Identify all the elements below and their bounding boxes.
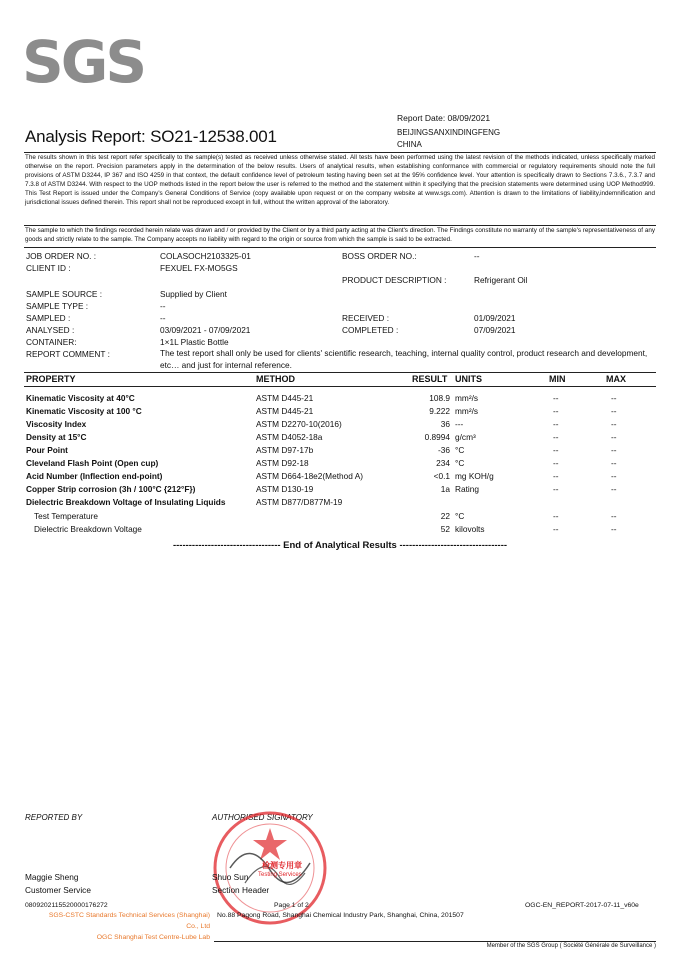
- report-title: Analysis Report: SO21-12538.001: [25, 127, 277, 146]
- container-label: CONTAINER:: [26, 337, 77, 347]
- cell-method: ASTM D97-17b: [256, 445, 314, 455]
- cell-property: Acid Number (Inflection end-point): [26, 471, 163, 481]
- sgs-logo: [22, 28, 145, 96]
- cell-min: --: [553, 524, 559, 534]
- cell-units: mm²/s: [455, 406, 479, 416]
- cell-method: ASTM D130-19: [256, 484, 314, 494]
- cell-property: Copper Strip corrosion (3h / 100°C {212°F}): [26, 484, 196, 494]
- header-result: RESULT: [412, 374, 448, 384]
- cell-units: ---: [455, 419, 464, 429]
- received-label: RECEIVED :: [342, 313, 390, 323]
- cell-max: --: [611, 419, 617, 429]
- product-desc-value: Refrigerant Oil: [474, 275, 528, 285]
- cell-result: 234: [436, 458, 450, 468]
- company-line-3: OGC Shanghai Test Centre-Lube Lab: [96, 934, 210, 941]
- cell-method: ASTM D445-21: [256, 393, 314, 403]
- header-divider: [24, 152, 656, 153]
- cell-units: kilovolts: [455, 524, 485, 534]
- table-row: [24, 496, 656, 509]
- sgs-member-note: Member of the SGS Group ( Société Générale de Surveillance ): [486, 943, 656, 949]
- cell-method: ASTM D4052-18a: [256, 432, 323, 442]
- table-row: [24, 418, 656, 431]
- cell-units: °C: [455, 445, 465, 455]
- table-row: [24, 510, 656, 523]
- sgs-logo-text: SGS: [22, 28, 145, 96]
- cell-max: --: [611, 432, 617, 442]
- client-name: BEIJINGSANXINDINGFENG: [397, 128, 501, 137]
- reporter-name: Maggie Sheng: [25, 872, 79, 882]
- table-row: [24, 483, 656, 496]
- cell-min: --: [553, 406, 559, 416]
- disclaimer-sample: The sample to which the findings recorded herein relate was drawn and / or provided by the Client or by a third party acting at the Client's direction. The Findings constitute no warranty of the sample's representativeness of any goods and strictly relate to the sample. The Company accepts no liability with regard to the origin or source from which the sample is said to be extracted.: [25, 227, 655, 243]
- analysed-value: 03/09/2021 - 07/09/2021: [160, 325, 251, 335]
- cell-result: 22: [440, 511, 450, 521]
- company-line-2: Co., Ltd: [186, 923, 210, 930]
- completed-value: 07/09/2021: [474, 325, 516, 335]
- signatory-title: Section Header: [212, 885, 270, 895]
- cell-method: ASTM D2270-10(2016): [256, 419, 342, 429]
- sampled-value: --: [160, 313, 166, 323]
- cell-method: ASTM D92-18: [256, 458, 309, 468]
- cell-property: Dielectric Breakdown Voltage: [34, 524, 142, 534]
- header-property: PROPERTY: [26, 374, 76, 384]
- cell-property: Density at 15°C: [26, 432, 87, 442]
- authorised-signatory-label: AUTHORISED SIGNATORY: [212, 813, 313, 822]
- container-value: 1×1L Plastic Bottle: [160, 337, 229, 347]
- seal-inner-text: Testing Services: [258, 872, 302, 878]
- analysed-label: ANALYSED :: [26, 325, 75, 335]
- cell-min: --: [553, 393, 559, 403]
- comment-value: The test report shall only be used for clients' scientific research, teaching, internal quality control, product research and development, etc… and just for internal reference.: [160, 348, 648, 370]
- cell-max: --: [611, 524, 617, 534]
- cell-min: --: [553, 419, 559, 429]
- cell-max: --: [611, 445, 617, 455]
- boss-order-label: BOSS ORDER NO.:: [342, 251, 417, 261]
- product-desc-label: PRODUCT DESCRIPTION :: [342, 275, 447, 285]
- table-header: [24, 373, 656, 387]
- header-min: MIN: [549, 374, 566, 384]
- document-id: 0809202115520000176272: [25, 902, 108, 909]
- cell-units: Rating: [455, 484, 479, 494]
- cell-units: °C: [455, 511, 465, 521]
- cell-property: Kinematic Viscosity at 100 °C: [26, 406, 142, 416]
- boss-order-value: --: [474, 251, 480, 261]
- report-date: Report Date: 08/09/2021: [397, 113, 491, 123]
- end-of-results: ---------------------------------- End of Analytical Results ----------------------------------: [172, 540, 508, 551]
- cell-max: --: [611, 484, 617, 494]
- cell-result: 9.222: [429, 406, 450, 416]
- cell-property: Cleveland Flash Point (Open cup): [26, 458, 159, 468]
- cell-property: Dielectric Breakdown Voltage of Insulating Liquids: [26, 497, 226, 507]
- cell-property: Pour Point: [26, 445, 68, 455]
- sample-source-value: Supplied by Client: [160, 289, 227, 299]
- table-row: [24, 431, 656, 444]
- cell-min: --: [553, 511, 559, 521]
- cell-max: --: [611, 471, 617, 481]
- comment-label: REPORT COMMENT :: [26, 349, 110, 359]
- cell-result: 108.9: [429, 393, 450, 403]
- cell-result: -36: [438, 445, 450, 455]
- cell-method: ASTM D445-21: [256, 406, 314, 416]
- seal-text: 检测专用章: [262, 861, 302, 870]
- table-row: [24, 470, 656, 483]
- info-top-divider: [24, 247, 656, 248]
- cell-min: --: [553, 458, 559, 468]
- cell-property: Kinematic Viscosity at 40°C: [26, 393, 135, 403]
- cell-units: g/cm³: [455, 432, 476, 442]
- completed-label: COMPLETED :: [342, 325, 399, 335]
- cell-max: --: [611, 511, 617, 521]
- client-id-value: FEXUEL FX-MO5GS: [160, 263, 238, 273]
- cell-max: --: [611, 393, 617, 403]
- cell-units: °C: [455, 458, 465, 468]
- job-order-value: COLASOCH2103325-01: [160, 251, 251, 261]
- signatory-name: Shuo Sun: [212, 872, 249, 882]
- table-row: [24, 457, 656, 470]
- cell-result: 1a: [440, 484, 450, 494]
- cell-min: --: [553, 484, 559, 494]
- table-row: [24, 405, 656, 418]
- cell-result: <0.1: [433, 471, 450, 481]
- cell-property: Test Temperature: [34, 511, 98, 521]
- cell-min: --: [553, 471, 559, 481]
- company-line-1: SGS-CSTC Standards Technical Services (Shanghai): [48, 912, 210, 919]
- header-method: METHOD: [256, 374, 295, 384]
- client-header: [397, 127, 500, 151]
- reporter-title: Customer Service: [25, 885, 91, 895]
- page-number: Page 1 of 2: [274, 902, 309, 909]
- cell-max: --: [611, 458, 617, 468]
- job-order-label: JOB ORDER NO. :: [26, 251, 97, 261]
- reported-by-label: REPORTED BY: [25, 813, 83, 822]
- table-row: [24, 392, 656, 405]
- cell-units: mg KOH/g: [455, 471, 494, 481]
- sample-type-value: --: [160, 301, 166, 311]
- cell-units: mm²/s: [455, 393, 479, 403]
- header-units: UNITS: [455, 374, 482, 384]
- table-row: [24, 523, 656, 536]
- cell-result: 36: [440, 419, 450, 429]
- cell-method: ASTM D877/D877M-19: [256, 497, 343, 507]
- sample-type-label: SAMPLE TYPE :: [26, 301, 89, 311]
- received-value: 01/09/2021: [474, 313, 516, 323]
- company-seal: [210, 808, 330, 928]
- cell-min: --: [553, 432, 559, 442]
- cell-method: ASTM D664-18e2(Method A): [256, 471, 363, 481]
- footer-divider: [214, 941, 656, 942]
- table-row: [24, 444, 656, 457]
- header-max: MAX: [606, 374, 626, 384]
- disclaimer-general: The results shown in this test report refer specifically to the sample(s) tested as received unless otherwise stated. All tests have been performed using the latest revision of the methods indicated, unless specifically marked otherwise on the report. Precision parameters apply in the determination of the below results. Users of analytical results, when establishing conformance with commercial or regulatory requirements should note the full provisions of ASTM D3244, IP 367 and ISO 4259 in that context, the default confidence level of petroleum testing having been set at the 95% confidence level. Your attention is specifically drawn to Sections 7.3.6., 7.3.7 and 7.3.8 of ASTM D3244. With respect to the UOP methods listed in the report below the user is referred to the method and the statement within it specifying that the precision statements were determined using UOP Method999. This Test Report is issued under the Company's General Conditions of Service (copy available upon request or on the company website at www.sgs.com). Attention is drawn to the limitations of liability,indemnification and jurisdictional issues defined therein. This report shall not be reproduced except in full, without the written approval of the laboratory.: [25, 154, 655, 206]
- cell-result: 0.8994: [424, 432, 450, 442]
- sampled-label: SAMPLED :: [26, 313, 71, 323]
- company-address: No.88 Pagong Road, Shanghai Chemical Industry Park, Shanghai, China, 201507: [217, 912, 464, 919]
- cell-result: 52: [440, 524, 450, 534]
- cell-property: Viscosity Index: [26, 419, 87, 429]
- cell-max: --: [611, 406, 617, 416]
- client-id-label: CLIENT ID :: [26, 263, 71, 273]
- form-code: OGC-EN_REPORT-2017-07-11_v60e: [525, 902, 639, 909]
- client-country: CHINA: [397, 140, 422, 149]
- cell-min: --: [553, 445, 559, 455]
- sample-source-label: SAMPLE SOURCE :: [26, 289, 103, 299]
- disclaimer-divider: [24, 225, 656, 226]
